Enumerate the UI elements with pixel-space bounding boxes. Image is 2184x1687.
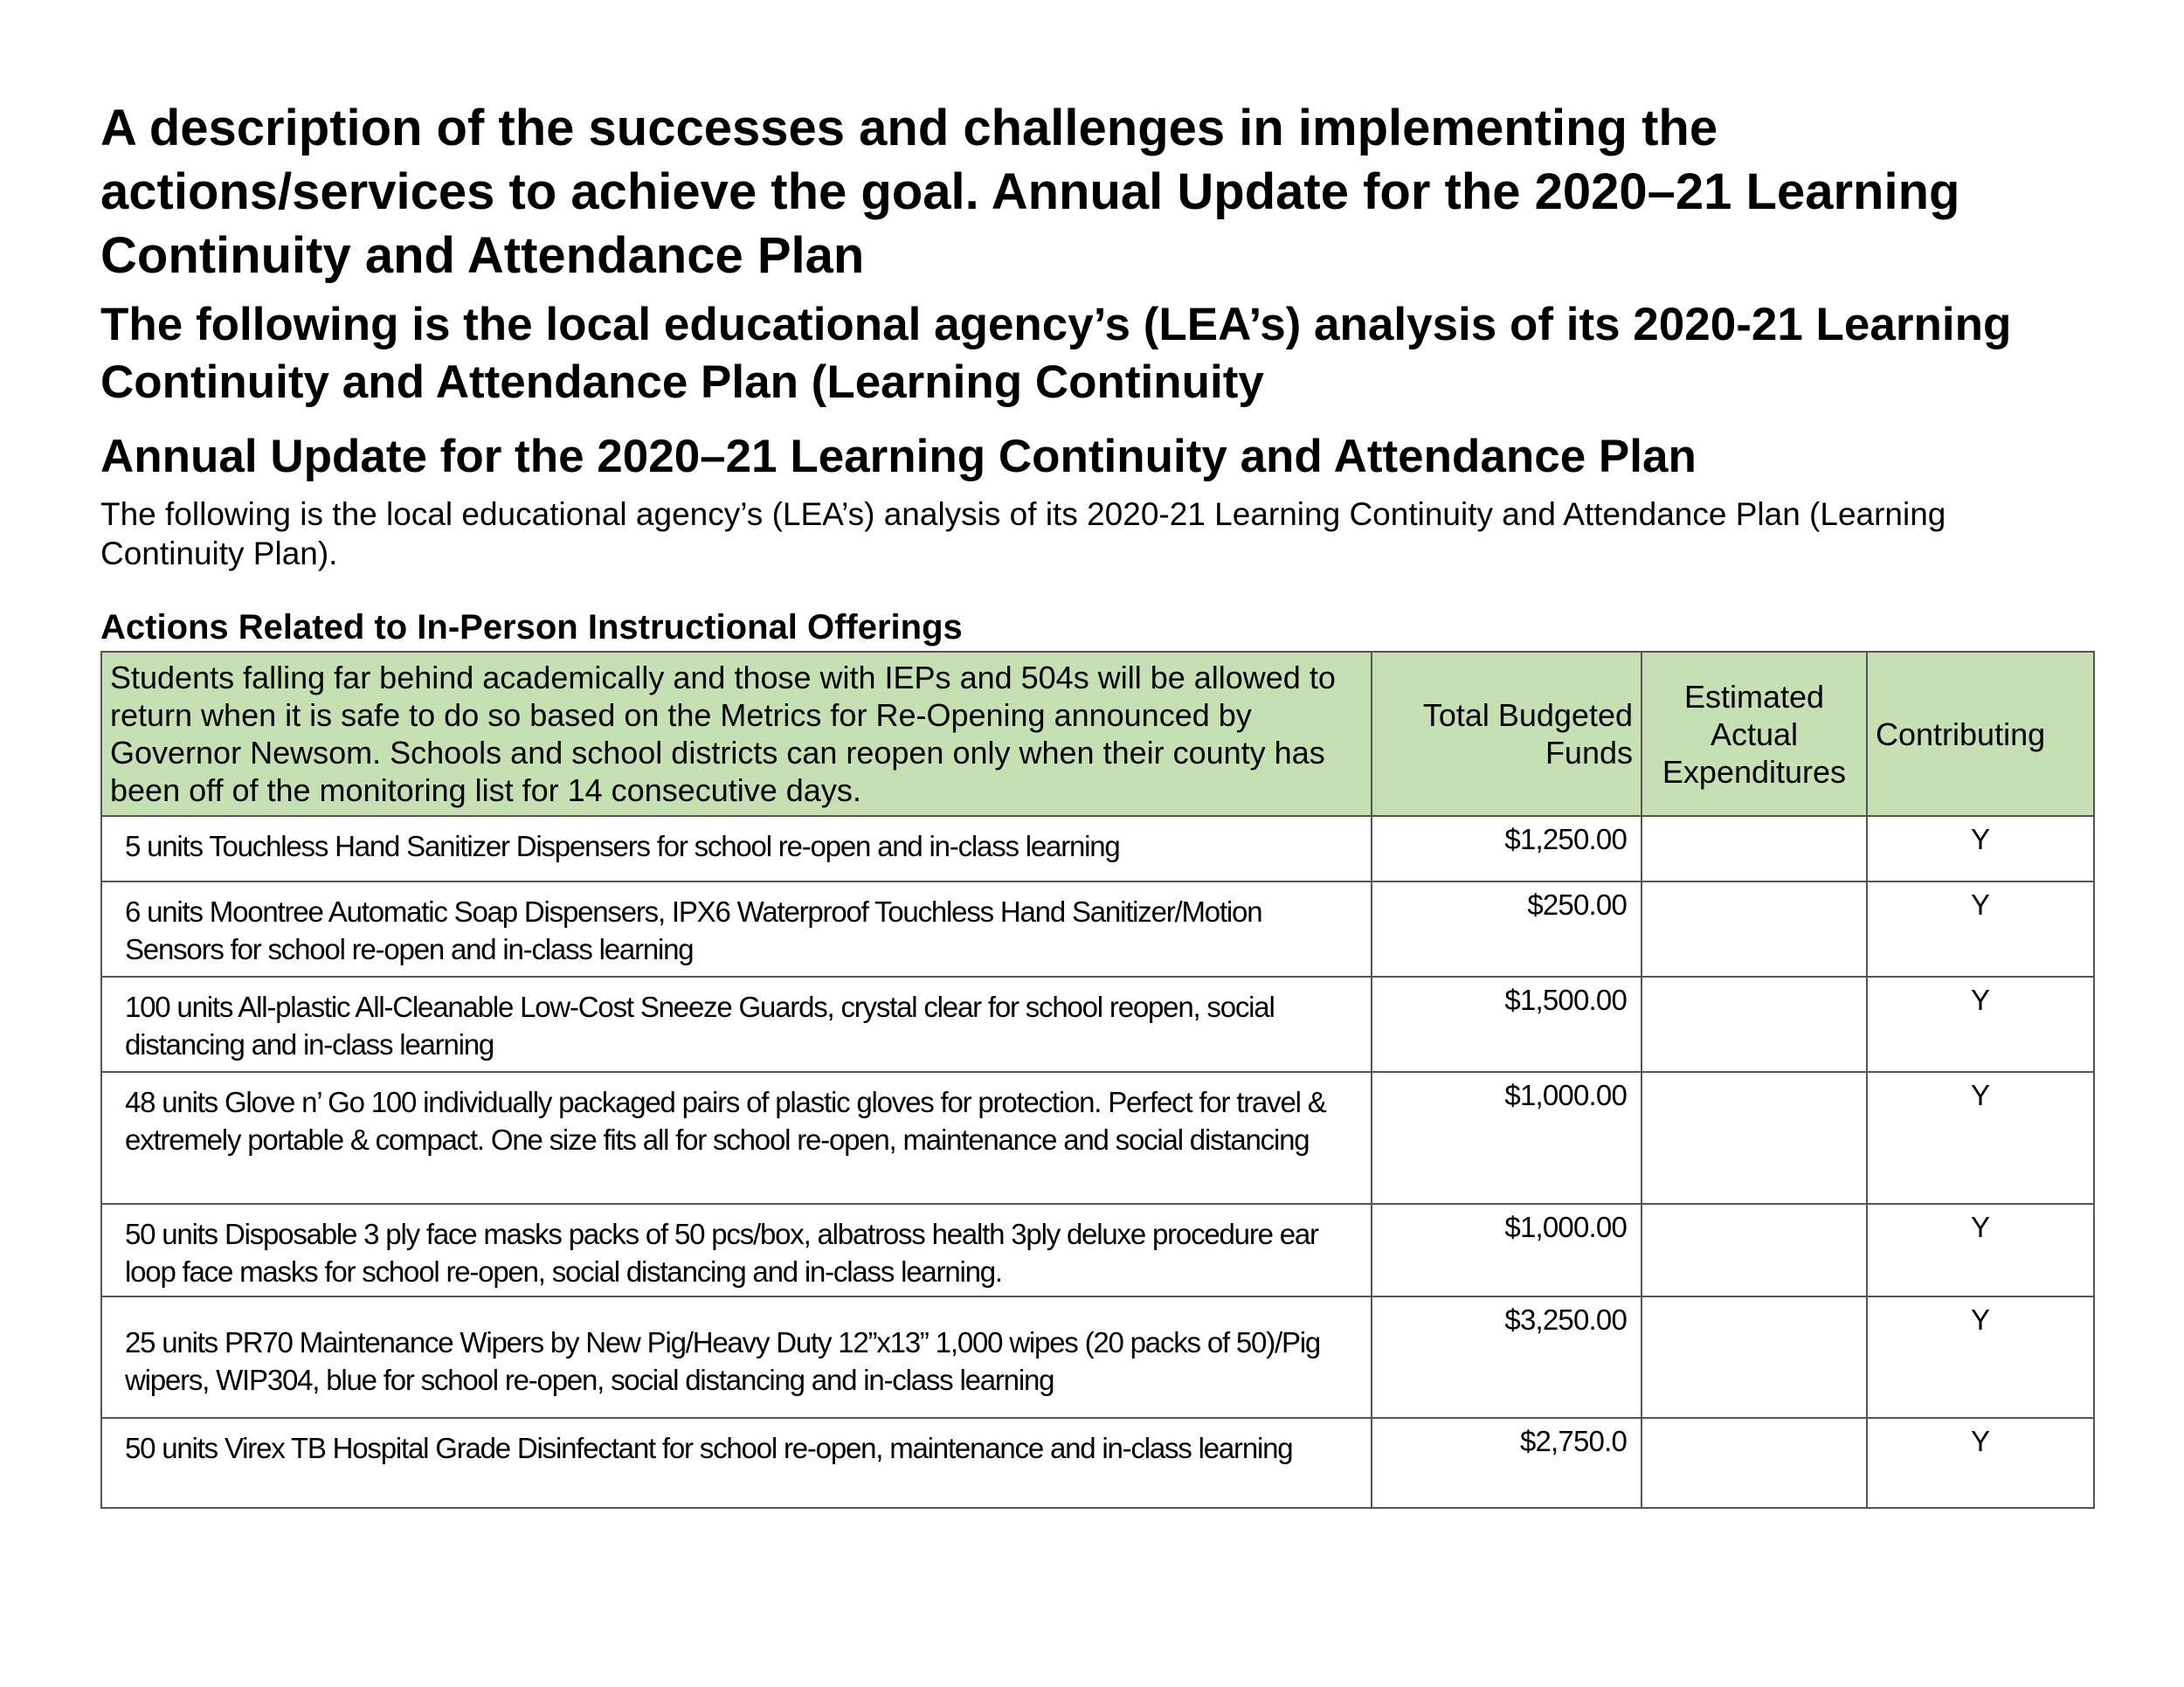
- document-page: [100, 96, 2092, 1509]
- row-budgeted-funds: $1,500.00: [1372, 977, 1641, 1072]
- table-row: [101, 816, 2094, 882]
- row-contributing: Y: [1867, 1418, 2094, 1508]
- row-estimated-expenditures: [1641, 816, 1867, 882]
- table-row: [101, 882, 2094, 977]
- intro-paragraph: The following is the local educational agency’s (LEA’s) analysis of its 2020-21 Learning Continuity and Attendance Plan (Learning Continuity Plan).: [100, 496, 1946, 571]
- row-contributing: Y: [1867, 1296, 2094, 1418]
- header-description: Students falling far behind academically and those with IEPs and 504s will be allowed to return when it is safe to do so based on the Metrics for Re-Opening announced by Governor Newsom. Schools and school districts can reopen only when their county has been off of the monitoring list for 14 consecutive days.: [101, 652, 1372, 816]
- row-contributing: Y: [1867, 1072, 2094, 1204]
- row-budgeted-funds: $1,000.00: [1372, 1072, 1641, 1204]
- row-contributing: Y: [1867, 977, 2094, 1072]
- row-description: 6 units Moontree Automatic Soap Dispensers, IPX6 Waterproof Touchless Hand Sanitizer/Motion Sensors for school re-open and in-class learning: [101, 882, 1372, 977]
- main-heading: A description of the successes and challenges in implementing the actions/services to achieve the goal. Annual Update for the 2020–21 Learning Continuity and Attendance Plan: [100, 100, 1960, 284]
- table-row: [101, 1204, 2094, 1296]
- header-contributing: Contributing: [1867, 652, 2094, 816]
- table-header-row: [101, 652, 2094, 816]
- section-title: Actions Related to In-Person Instructional Offerings: [100, 608, 963, 646]
- row-estimated-expenditures: [1641, 977, 1867, 1072]
- row-budgeted-funds: $250.00: [1372, 882, 1641, 977]
- row-estimated-expenditures: [1641, 1418, 1867, 1508]
- row-estimated-expenditures: [1641, 882, 1867, 977]
- annual-update-heading: Annual Update for the 2020–21 Learning Continuity and Attendance Plan: [100, 431, 1697, 482]
- header-total-budgeted-funds: Total Budgeted Funds: [1372, 652, 1641, 816]
- row-description: 50 units Disposable 3 ply face masks packs of 50 pcs/box, albatross health 3ply deluxe procedure ear loop face masks for school re-open, social distancing and in-class learning.: [101, 1204, 1372, 1296]
- row-budgeted-funds: $1,250.00: [1372, 816, 1641, 882]
- row-description: 5 units Touchless Hand Sanitizer Dispensers for school re-open and in-class learning: [101, 816, 1372, 882]
- analysis-heading: The following is the local educational agency’s (LEA’s) analysis of its 2020-21 Learning Continuity and Attendance Plan (Learning Continuity: [100, 299, 2012, 408]
- header-estimated-actual-expenditures: Estimated Actual Expenditures: [1641, 652, 1867, 816]
- row-contributing: Y: [1867, 816, 2094, 882]
- row-description: 50 units Virex TB Hospital Grade Disinfectant for school re-open, maintenance and in-class learning: [101, 1418, 1372, 1508]
- row-contributing: Y: [1867, 1204, 2094, 1296]
- table-row: [101, 1072, 2094, 1204]
- row-budgeted-funds: $2,750.0: [1372, 1418, 1641, 1508]
- table-row: [101, 1296, 2094, 1418]
- row-description: 25 units PR70 Maintenance Wipers by New Pig/Heavy Duty 12”x13” 1,000 wipes (20 packs of 50)/Pig wipers, WIP304, blue for school re-open, social distancing and in-class learning: [101, 1296, 1372, 1418]
- row-estimated-expenditures: [1641, 1072, 1867, 1204]
- row-estimated-expenditures: [1641, 1296, 1867, 1418]
- row-estimated-expenditures: [1641, 1204, 1867, 1296]
- table-row: [101, 977, 2094, 1072]
- row-budgeted-funds: $3,250.00: [1372, 1296, 1641, 1418]
- row-description: 100 units All-plastic All-Cleanable Low-Cost Sneeze Guards, crystal clear for school reopen, social distancing and in-class learning: [101, 977, 1372, 1072]
- table-row: [101, 1418, 2094, 1508]
- row-description: 48 units Glove n’ Go 100 individually packaged pairs of plastic gloves for protection. Perfect for travel & extremely portable & compact. One size fits all for school re-open, maintenance and social distancing: [101, 1072, 1372, 1204]
- row-budgeted-funds: $1,000.00: [1372, 1204, 1641, 1296]
- row-contributing: Y: [1867, 882, 2094, 977]
- in-person-actions-table: [100, 651, 2095, 1509]
